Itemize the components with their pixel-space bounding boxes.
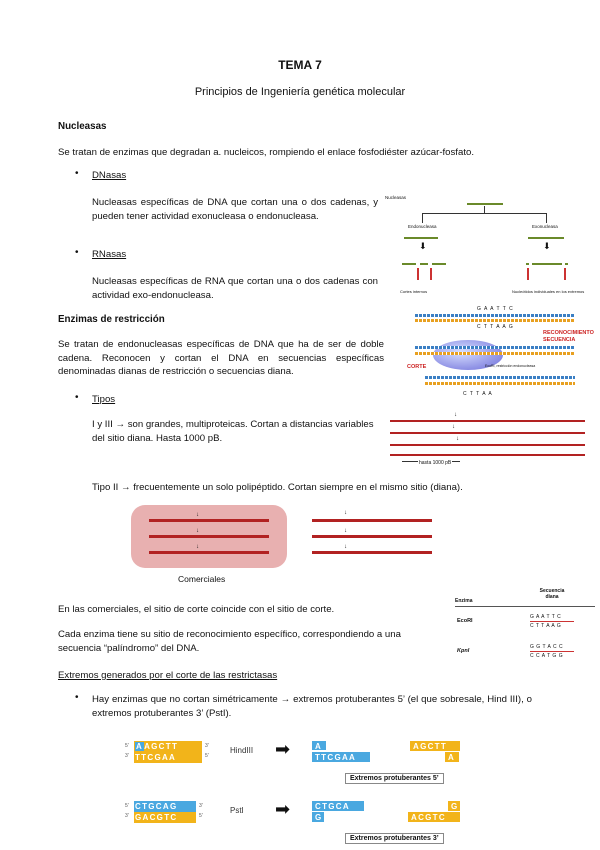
restriccion-intro: Se tratan de endonucleasas específicas de DNA que ha de ser de doble cadena. Reconocen y cortan el DNA en secuencias específicas denominadas dianas de restricción o secuencias diana.: [58, 339, 384, 377]
pst-result-box: Extremos protuberantes 3’: [345, 833, 444, 844]
palindromo-text: Cada enzima tiene su sitio de reconocimiento específico, correspondiendo a una secuencia “palíndromo” del DNA.: [58, 629, 401, 654]
page-title: TEMA 7: [278, 58, 322, 72]
table-divider: [530, 621, 574, 622]
hind-left-bot: TTCGAA: [315, 753, 357, 762]
prime-5: 5': [125, 743, 129, 749]
prime-5: 5': [125, 803, 129, 809]
table-kpni-bot: C C A T G G: [530, 653, 564, 659]
dna-line: [149, 551, 269, 554]
comerciales-label: Comerciales: [178, 574, 226, 584]
bullet-dot: •: [75, 247, 79, 258]
rnasas-label: RNasas: [92, 249, 127, 260]
dna-fragment: [420, 263, 428, 265]
dna-line: [312, 535, 432, 538]
tree-line: [546, 213, 547, 223]
pst-seq-top: CTGCAG: [135, 802, 178, 811]
table-header-secuencia: Secuencia diana: [539, 588, 565, 600]
cut-mark: [430, 268, 432, 280]
pst-left-bot: G: [315, 813, 322, 822]
enzyme-table: [455, 586, 597, 664]
cut-arrow-icon: ↓: [344, 544, 347, 550]
nucleasas-diagram: [380, 195, 600, 305]
rnasas-text: Nucleasas específicas de RNA que cortan una o dos cadenas con actividad exo-endonucleasa.: [92, 276, 378, 301]
dna-band: [415, 314, 575, 317]
table-kpni-top: G G T A C C: [530, 644, 564, 650]
dna-line: [312, 519, 432, 522]
endonucleasa-label: Endonucleasa: [408, 224, 437, 229]
psti-diagram: [125, 799, 458, 850]
dna-band: [425, 376, 575, 379]
diagram-left-bottom: Cortes internos: [400, 289, 428, 294]
fig-corte: CORTE: [407, 364, 427, 370]
extremos-heading: Extremos generados por el corte de las restrictasas: [58, 670, 278, 681]
cut-mark: [527, 268, 529, 280]
table-ecori-top: G A A T T C: [530, 614, 562, 620]
dna-fragment: [532, 263, 562, 265]
pst-right-bot: ACGTC: [411, 813, 446, 822]
pst-seq-bot: GACGTC: [135, 813, 178, 822]
tipo13-figure: [390, 412, 590, 471]
fig-enzyme: EcoRI, restricción endonucleasa: [485, 364, 536, 368]
diagram-right-bottom: Nucleótidos individuales en los extremos: [512, 289, 585, 294]
bullet-dot: •: [75, 392, 79, 403]
cut-arrow-icon: ↓: [196, 512, 199, 518]
dna-fragment: [432, 263, 446, 265]
fig-reconocimiento: RECONOCIMIENTO SECUENCIA: [543, 330, 594, 343]
extremos-bullet: Hay enzimas que no cortan simétricamente → extremos protuberantes 5’ (el que sobresale, Hind III), o extremos protuberantes 3’ (PstI).: [92, 694, 532, 719]
heading-restriccion: Enzimas de restricción: [58, 314, 165, 325]
dna-line: [390, 420, 585, 422]
prime-3: 3': [205, 743, 209, 749]
dna-strand: [467, 203, 503, 205]
diagram-top-label: Nucleasas: [385, 195, 407, 200]
dna-line: [390, 432, 585, 434]
hind-top-text: AGCTT: [144, 742, 179, 751]
prime-5: 5': [199, 813, 203, 819]
fig-seq-bot: C T T A A: [463, 391, 493, 397]
bullet-dot: •: [75, 692, 79, 703]
dna-line: [149, 535, 269, 538]
hind-left-top: A: [315, 742, 321, 751]
tree-line: [422, 213, 423, 223]
arrow-down-icon: ⬇: [419, 241, 427, 251]
dna-strand: [528, 237, 564, 239]
table-row-ecori: EcoRI: [457, 618, 473, 624]
dna-strand: [404, 237, 438, 239]
ecori-figure: [405, 306, 595, 406]
dna-band: [425, 382, 575, 385]
nucleasas-intro: Se tratan de enzimas que degradan a. nucleicos, rompiendo el enlace fosfodiéster azúcar-fosfato.: [58, 147, 474, 158]
dna-line: [390, 454, 585, 456]
table-divider: [455, 606, 595, 607]
dna-fragment: [526, 263, 529, 265]
fig-seq-top: G A A T T C: [477, 306, 514, 312]
dna-line: [312, 551, 432, 554]
cut-arrow-icon: ↓: [452, 424, 455, 430]
prime-3: 3': [125, 813, 129, 819]
cut-arrow-icon: ↓: [454, 412, 457, 418]
bullet-dot: •: [75, 168, 79, 179]
dna-fragment: [565, 263, 568, 265]
hind-seq-bot: [135, 753, 176, 762]
comerciales-text: En las comerciales, el sitio de corte coincide con el sitio de corte.: [58, 604, 335, 615]
dna-fragment: [402, 263, 416, 265]
tipos-label: Tipos: [92, 394, 116, 405]
prime-5: 5': [205, 753, 209, 759]
dna-band: [415, 352, 575, 355]
tipo2-figure: [310, 505, 435, 568]
cut-arrow-icon: ↓: [196, 528, 199, 534]
cut-mark: [417, 268, 419, 280]
exonucleasa-label: Exonucleasa: [532, 224, 558, 229]
table-header-enzima: Enzima: [455, 598, 473, 604]
hind-seq-top: AAGCTT: [136, 742, 179, 751]
dna-band: [415, 346, 575, 349]
page-subtitle: Principios de Ingeniería genética molecular: [194, 86, 406, 98]
hind-right-bot: A: [448, 753, 454, 762]
hind-right-top: AGCTT: [413, 742, 448, 751]
dna-line: [149, 519, 269, 522]
pst-right-top: G: [451, 802, 458, 811]
comerciales-box: [131, 505, 287, 568]
table-divider: [530, 651, 574, 652]
tree-line: [484, 206, 485, 213]
cut-arrow-icon: ↓: [344, 528, 347, 534]
arrow-right-icon: ➡: [275, 739, 291, 759]
psti-label: PstI: [230, 806, 244, 815]
fig-seq-mid: C T T A A G: [477, 324, 514, 330]
cut-arrow-icon: ↓: [344, 510, 347, 516]
fig-distance: hasta 1000 pB: [419, 460, 452, 466]
hindiii-label: HindIII: [230, 746, 254, 755]
prime-3: 3': [125, 753, 129, 759]
dna-line: [390, 444, 585, 446]
arrow-right-icon: ➡: [275, 799, 291, 819]
cut-arrow-icon: ↓: [456, 436, 459, 442]
heading-nucleasas: Nucleasas: [58, 121, 107, 132]
dnasas-text: Nucleasas específicas de DNA que cortan una o dos cadenas, y pueden tener actividad exonucleasa o endonucleasa.: [92, 197, 378, 222]
hind-result-box: Extremos protuberantes 5’: [345, 773, 444, 784]
hindiii-diagram: [125, 739, 454, 790]
tree-line: [422, 213, 546, 214]
tipo-1-3-text: I y III → son grandes, multiproteicas. Cortan a distancias variables del sitio diana. Hasta 1000 pB.: [92, 419, 374, 444]
cut-arrow-icon: ↓: [196, 544, 199, 550]
cut-mark: [564, 268, 566, 280]
arrow-down-icon: ⬇: [543, 241, 551, 251]
dnasas-label: DNasas: [92, 170, 127, 181]
table-ecori-bot: C T T A A G: [530, 623, 562, 629]
prime-3: 3': [199, 803, 203, 809]
pst-left-top: CTGCA: [315, 802, 350, 811]
hind-bot-text: TTCGAA: [135, 753, 177, 762]
dna-band: [415, 319, 575, 322]
table-row-kpni: KpnI: [457, 648, 470, 654]
tipo-2-text: Tipo II → frecuentemente un solo polipéptido. Cortan siempre en el mismo sitio (diana).: [92, 482, 463, 493]
